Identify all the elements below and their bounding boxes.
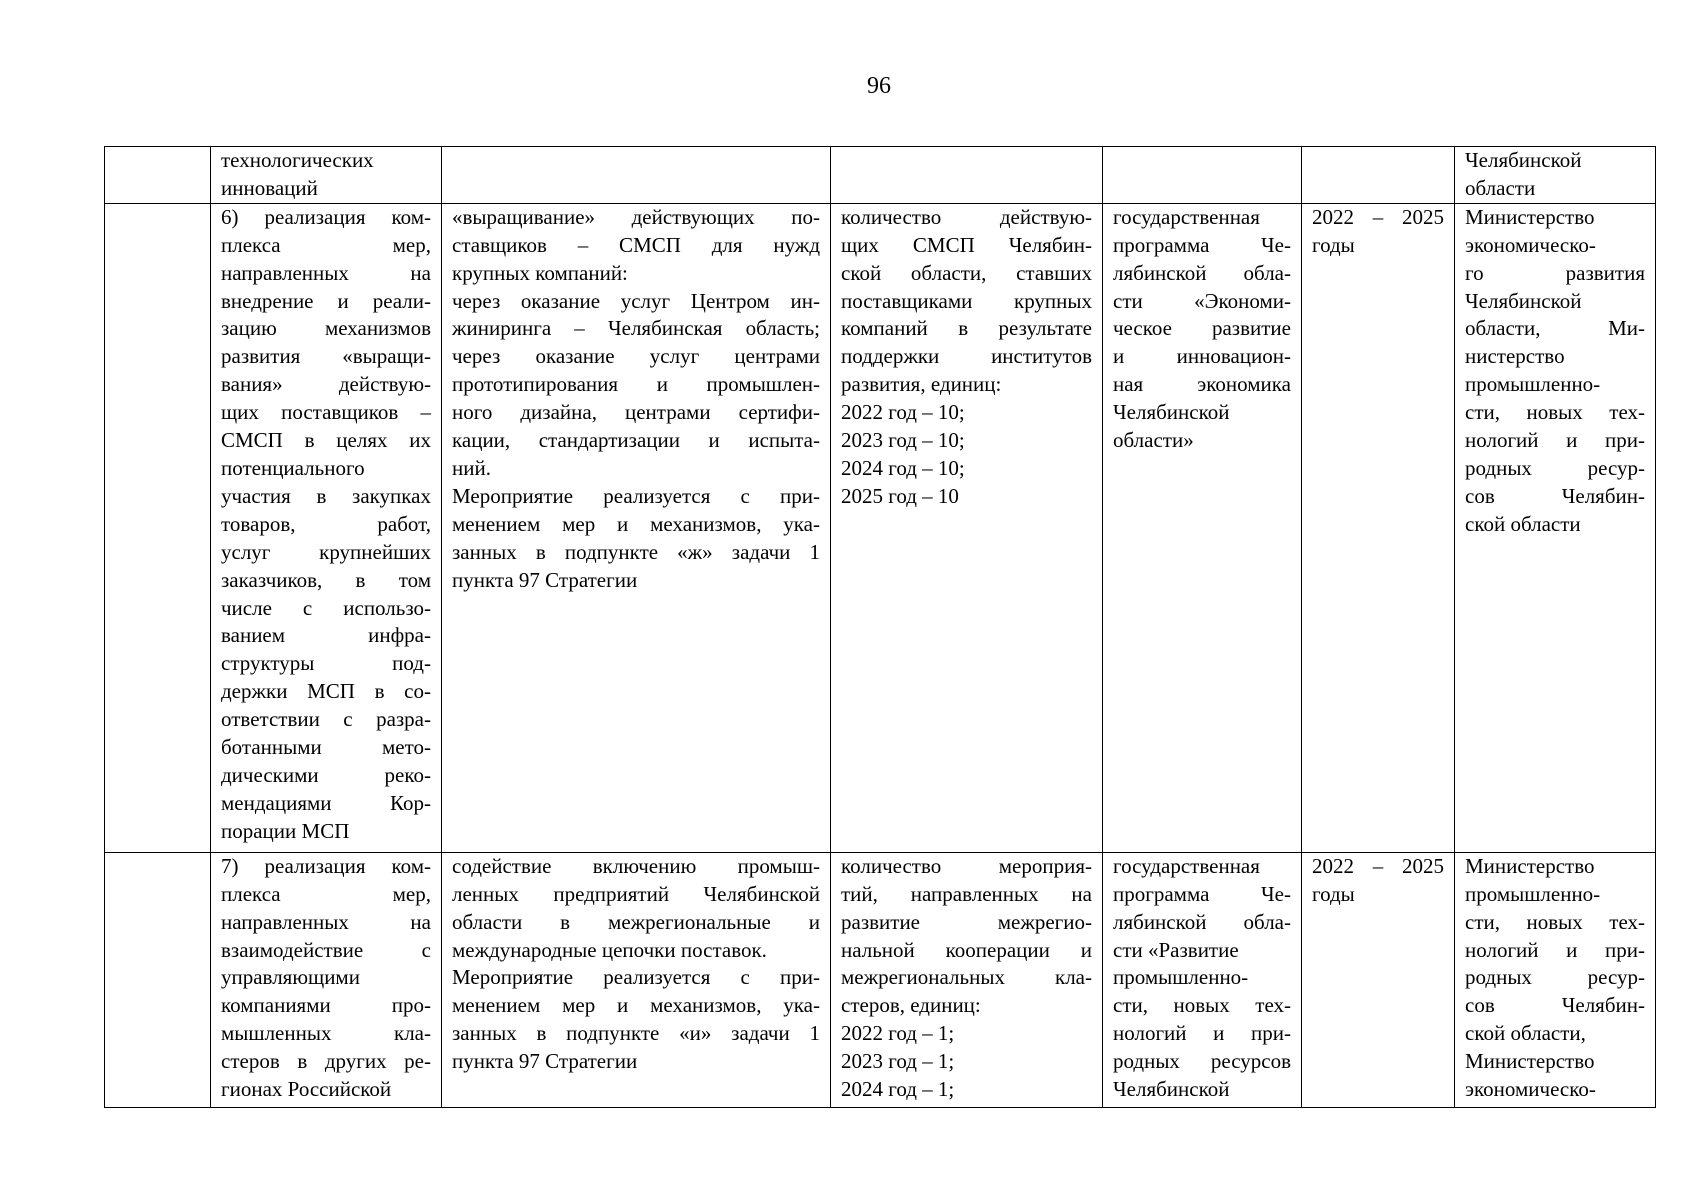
cell-period <box>1302 852 1455 1107</box>
cell-text-line: сов Челябин- <box>1465 993 1645 1018</box>
cell-text-line: 2022 – 2025 <box>1312 204 1444 229</box>
cell-description <box>442 852 831 1107</box>
page-number: 96 <box>867 73 891 99</box>
cell-text-line: ленных предприятий Челябинской <box>452 881 820 906</box>
cell-text-line: годы <box>1312 232 1355 257</box>
cell-text-line: сти «Экономи- <box>1113 288 1291 313</box>
cell-text-line: 2022 год – 1; <box>841 1021 955 1046</box>
cell-text-line: Министерство <box>1465 204 1595 229</box>
cell-text-line: гионах Российской <box>221 1077 392 1102</box>
cell-text-line: дическими реко- <box>221 762 431 787</box>
cell-text-line: программа Че- <box>1113 232 1291 257</box>
cell-text-line: годы <box>1312 881 1355 906</box>
cell-text-line: области, Ми- <box>1465 316 1645 341</box>
cell-text-line: ставщиков – СМСП для нужд <box>452 232 820 257</box>
cell-text-line: Челябинской <box>1465 148 1582 172</box>
cell-text-line: технологических <box>221 148 374 172</box>
cell-text-line: экономическо- <box>1465 1077 1596 1102</box>
cell-text-line: инноваций <box>221 175 318 200</box>
cell-text-line: направленных на <box>221 909 431 934</box>
activities-table <box>104 146 1656 1108</box>
cell-indicator <box>831 852 1103 1107</box>
cell-text-line: структуры под- <box>221 651 431 676</box>
cell-text-line: плекса мер, <box>221 232 431 257</box>
cell-text-line: родных ресурсов <box>1113 1049 1291 1074</box>
cell-text-line: стеров, единиц: <box>841 993 981 1018</box>
cell-text-line: компаниями про- <box>221 993 431 1018</box>
cell-text-line: нологий и при- <box>1465 937 1645 962</box>
cell-text-line: промышленно- <box>1113 965 1249 990</box>
cell-text-line: государственная <box>1113 853 1260 878</box>
cell-text-line: программа Че- <box>1113 881 1291 906</box>
cell-text-line: поддержки институтов <box>841 344 1092 369</box>
table-row-continuation <box>105 147 1656 204</box>
cell-text-line: потенциального <box>221 455 365 480</box>
cell-text-line: щих СМСП Челябин- <box>841 232 1092 257</box>
cell-text-line: ная экономика <box>1113 372 1291 397</box>
cell-program <box>1103 203 1302 852</box>
cell-text-line: менением мер и механизмов, ука- <box>452 511 820 536</box>
cell-text-line: развитие межрегио- <box>841 909 1092 934</box>
cell-text-line: Челябинской <box>1113 1077 1230 1102</box>
cell-text-line: 2024 год – 10; <box>841 455 965 480</box>
cell-text-line: содействие включению промыш- <box>452 853 820 878</box>
cell-text-line: держки МСП в со- <box>221 679 431 704</box>
cell-indicator <box>831 147 1103 204</box>
cell-text-line: Челябинской <box>1465 288 1582 313</box>
cell-responsible <box>1455 147 1656 204</box>
cell-text-line: занных в подпункте «ж» задачи 1 <box>452 539 820 564</box>
cell-activity <box>211 147 442 204</box>
cell-text-line: и инновацион- <box>1113 344 1291 369</box>
cell-text-line: нистерство <box>1465 344 1565 369</box>
cell-text-line: развития «выращи- <box>221 344 431 369</box>
cell-text-line: промышленно- <box>1465 372 1601 397</box>
cell-text-line: тий, направленных на <box>841 881 1092 906</box>
cell-number <box>105 852 211 1107</box>
cell-text-line: ного дизайна, центрами сертифи- <box>452 400 820 425</box>
table-row <box>105 852 1656 1107</box>
cell-indicator <box>831 203 1103 852</box>
cell-text-line: мендациями Кор- <box>221 790 431 815</box>
cell-text-line: сти «Развитие <box>1113 937 1239 962</box>
cell-text-line: родных ресур- <box>1465 455 1645 480</box>
cell-text-line: зацию механизмов <box>221 316 431 341</box>
cell-text-line: пункта 97 Стратегии <box>452 1049 638 1074</box>
cell-text-line: компаний в результате <box>841 316 1092 341</box>
cell-number <box>105 203 211 852</box>
cell-text-line: сти, новых тех- <box>1113 993 1291 1018</box>
cell-period <box>1302 203 1455 852</box>
cell-text-line: ческое развитие <box>1113 316 1291 341</box>
cell-text-line: вания» действую- <box>221 372 431 397</box>
cell-number <box>105 147 211 204</box>
cell-text-line: промышленно- <box>1465 881 1601 906</box>
cell-text-line: менением мер и механизмов, ука- <box>452 993 820 1018</box>
cell-text-line: области в межрегиональные и <box>452 909 820 934</box>
cell-text-line: нальной кооперации и <box>841 937 1092 962</box>
cell-text-line: крупных компаний: <box>452 260 628 285</box>
cell-text-line: государственная <box>1113 204 1260 229</box>
cell-text-line: 2025 год – 10 <box>841 483 959 508</box>
cell-text-line: го развития <box>1465 260 1645 285</box>
cell-text-line: числе с использо- <box>221 595 431 620</box>
cell-text-line: количество мероприя- <box>841 853 1092 878</box>
cell-text-line: ской области, <box>1465 1021 1586 1046</box>
cell-text-line: 2023 год – 1; <box>841 1049 955 1074</box>
cell-text-line: ской области <box>1465 511 1581 536</box>
cell-text-line: внедрение и реали- <box>221 288 431 313</box>
cell-text-line: «выращивание» действующих по- <box>452 204 820 229</box>
cell-text-line: Мероприятие реализуется с при- <box>452 965 820 990</box>
cell-responsible <box>1455 203 1656 852</box>
cell-text-line: Министерство <box>1465 853 1595 878</box>
cell-text-line: через оказание услуг Центром ин- <box>452 288 820 313</box>
cell-text-line: Министерство <box>1465 1049 1595 1074</box>
cell-text-line: нологий и при- <box>1113 1021 1291 1046</box>
cell-text-line: ской области, ставших <box>841 260 1092 285</box>
cell-program <box>1103 147 1302 204</box>
cell-text-line: нологий и при- <box>1465 428 1645 453</box>
table-row <box>105 203 1656 852</box>
cell-text-line: количество действую- <box>841 204 1092 229</box>
cell-text-line: товаров, работ, <box>221 511 431 536</box>
cell-text-line: лябинской обла- <box>1113 909 1291 934</box>
cell-text-line: заказчиков, в том <box>221 567 431 592</box>
cell-text-line: 6) реализация ком- <box>221 204 431 229</box>
cell-text-line: услуг крупнейших <box>221 539 431 564</box>
cell-text-line: области <box>1465 175 1536 200</box>
cell-text-line: поставщиками крупных <box>841 288 1092 313</box>
cell-text-line: 7) реализация ком- <box>221 853 431 878</box>
cell-text-line: 2023 год – 10; <box>841 428 965 453</box>
cell-text-line: направленных на <box>221 260 431 285</box>
cell-text-line: занных в подпункте «и» задачи 1 <box>452 1021 820 1046</box>
cell-text-line: СМСП в целях их <box>221 428 431 453</box>
cell-text-line: сти, новых тех- <box>1465 400 1645 425</box>
cell-text-line: межрегиональных кла- <box>841 965 1092 990</box>
cell-text-line: развития, единиц: <box>841 372 1002 397</box>
cell-text-line: экономическо- <box>1465 232 1596 257</box>
cell-text-line: кации, стандартизации и испыта- <box>452 428 820 453</box>
cell-text-line: области» <box>1113 428 1194 453</box>
cell-text-line: сти, новых тех- <box>1465 909 1645 934</box>
cell-text-line: жиниринга – Челябинская область; <box>452 316 820 341</box>
cell-text-line: ботанными мето- <box>221 735 431 760</box>
cell-text-line: ванием инфра- <box>221 623 431 648</box>
cell-description <box>442 203 831 852</box>
cell-period <box>1302 147 1455 204</box>
cell-text-line: 2022 год – 10; <box>841 400 965 425</box>
cell-text-line: плекса мер, <box>221 881 431 906</box>
cell-text-line: через оказание услуг центрами <box>452 344 820 369</box>
cell-text-line: прототипирования и промышлен- <box>452 372 820 397</box>
cell-text-line: международные цепочки поставок. <box>452 937 767 962</box>
cell-text-line: 2022 – 2025 <box>1312 853 1444 878</box>
cell-text-line: мышленных кла- <box>221 1021 431 1046</box>
cell-description <box>442 147 831 204</box>
cell-text-line: пункта 97 Стратегии <box>452 567 638 592</box>
cell-activity <box>211 203 442 852</box>
cell-text-line: порации МСП <box>221 818 350 843</box>
cell-text-line: 2024 год – 1; <box>841 1077 955 1102</box>
cell-text-line: взаимодействие с <box>221 937 431 962</box>
cell-text-line: стеров в других ре- <box>221 1049 431 1074</box>
cell-text-line: Мероприятие реализуется с при- <box>452 483 820 508</box>
cell-program <box>1103 852 1302 1107</box>
cell-text-line: родных ресур- <box>1465 965 1645 990</box>
cell-responsible <box>1455 852 1656 1107</box>
cell-text-line: щих поставщиков – <box>221 400 431 425</box>
cell-text-line: сов Челябин- <box>1465 483 1645 508</box>
cell-text-line: Челябинской <box>1113 400 1230 425</box>
cell-text-line: лябинской обла- <box>1113 260 1291 285</box>
cell-text-line: управляющими <box>221 965 360 990</box>
cell-text-line: ответствии с разра- <box>221 707 431 732</box>
cell-text-line: ний. <box>452 455 491 480</box>
cell-text-line: участия в закупках <box>221 483 431 508</box>
cell-activity <box>211 852 442 1107</box>
